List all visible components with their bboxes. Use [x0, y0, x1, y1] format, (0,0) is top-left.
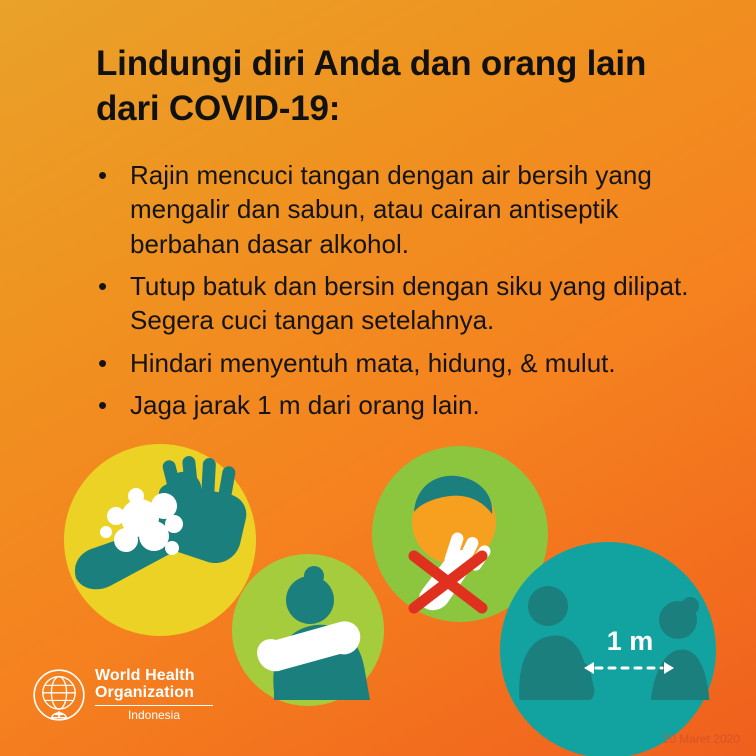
- who-logo: [32, 668, 213, 722]
- logo-divider: [95, 705, 213, 706]
- who-emblem-icon: [32, 668, 86, 722]
- who-logo-text: [95, 668, 213, 722]
- list-item: [92, 269, 712, 338]
- date-stamp: 10 Maret 2020: [662, 732, 740, 746]
- list-item: [92, 388, 712, 422]
- bullet-marker: •: [98, 270, 108, 301]
- list-item-text: Rajin mencuci tangan dengan air bersih yang mengalir dan sabun, atau cairan antiseptik berbahan dasar alkohol.: [130, 160, 652, 259]
- list-item-text: Tutup batuk dan bersin dengan siku yang dilipat. Segera cuci tangan setelahnya.: [130, 270, 689, 336]
- list-item-text: Hindari menyentuh mata, hidung, & mulut.: [130, 347, 616, 378]
- list-item-text: Jaga jarak 1 m dari orang lain.: [130, 389, 480, 420]
- list-item: [92, 346, 712, 380]
- illustration-group: [0, 430, 756, 700]
- who-logo-line1: World Health: [95, 667, 195, 684]
- who-logo-country: Indonesia: [127, 707, 181, 722]
- list-item: [92, 158, 712, 261]
- bullet-marker: •: [98, 347, 108, 378]
- bullet-marker: •: [98, 160, 108, 190]
- bullet-marker: •: [98, 389, 108, 420]
- page-title: Lindungi diri Anda dan orang lain dari COVID-19:: [96, 44, 647, 128]
- distance-label: 1 m: [606, 626, 654, 656]
- who-logo-line2: Organization: [95, 683, 194, 701]
- handwashing-icon: [0, 430, 756, 700]
- advice-list: [92, 158, 712, 430]
